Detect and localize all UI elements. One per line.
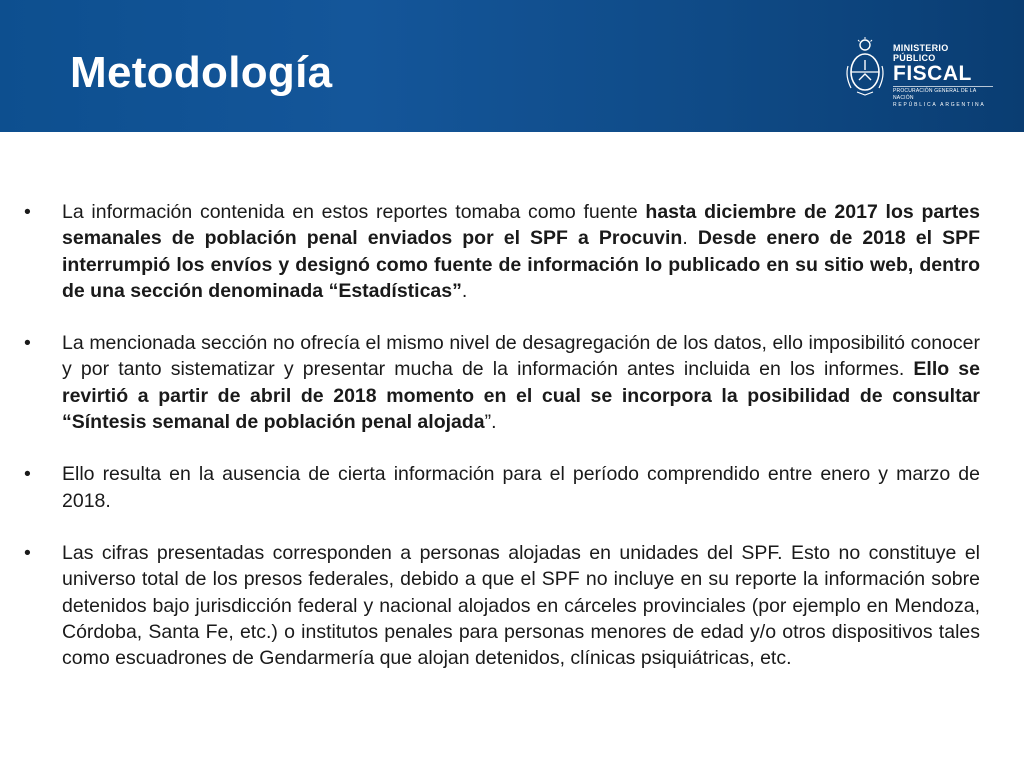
bullet-marker: • [24, 332, 31, 355]
bullet-text: . [682, 227, 698, 250]
bullet-marker: • [24, 541, 31, 564]
bullet-text: Las cifras presentadas corresponden a personas alojadas en unidades del SPF. Esto no constituye el universo total de los presos federales, debido a que el SPF no incluye en su reporte la información sobre detenidos bajo jurisdicción federal y nacional alojados en cárceles provinciales (por ejemplo en Mendoza, Córdoba, Santa Fe, etc.) o institutos penales para personas menores de edad y/o otros dispositivos tales como escuadrones de Gendarmería que alojan detenidos, clínicas psiquiátricas, etc. [62, 541, 980, 670]
bullet-text: Ello resulta en la ausencia de cierta información para el período comprendido entre enero y marzo de 2018. [62, 463, 980, 512]
logo-text [893, 43, 993, 109]
logo-line-ministerio: MINISTERIO PÚBLICO [893, 43, 949, 63]
bullet-item-3 [24, 461, 980, 514]
bullet-marker: • [24, 201, 31, 223]
page-title: Metodología [70, 48, 333, 97]
bullet-list [24, 199, 980, 697]
logo-line-fiscal: FISCAL [893, 62, 972, 85]
logo-line-republica: REPÚBLICA ARGENTINA [893, 102, 986, 108]
header-band [0, 0, 1024, 132]
bullet-text-bold: Ello se revirtió a partir de abril de 2018 momento en el cual se incorpora la posibilidad de consultar “Síntesis semanal de población penal alojada [62, 358, 980, 434]
bullet-text: La información contenida en estos reportes tomaba como fuente [62, 201, 646, 223]
bullet-item-1 [24, 199, 980, 304]
coat-of-arms-icon [843, 36, 887, 98]
bullet-text: ”. [484, 411, 497, 434]
bullet-text-bold: Desde enero de 2018 el SPF interrumpió los envíos y designó como fuente de información lo publicado en su sitio web, dentro de una sección denominada “Estadísticas” [62, 227, 980, 302]
logo-line-procuracion: PROCURACIÓN GENERAL DE LA NACIÓN [893, 86, 993, 102]
bullet-text: . [461, 279, 468, 302]
bullet-marker: • [24, 463, 31, 486]
bullet-item-4 [24, 540, 980, 671]
institution-logo [843, 36, 993, 108]
bullet-text: La mencionada sección no ofrecía el mismo nivel de desagregación de los datos, ello imposibilitó conocer y por tanto sistematizar y presentar mucha de la información antes incluida en los informes. [62, 332, 980, 381]
bullet-item-2 [24, 330, 980, 435]
bullet-text-bold: hasta diciembre de 2017 los partes semanales de población penal enviados por el SPF a Procuvin [62, 201, 980, 250]
